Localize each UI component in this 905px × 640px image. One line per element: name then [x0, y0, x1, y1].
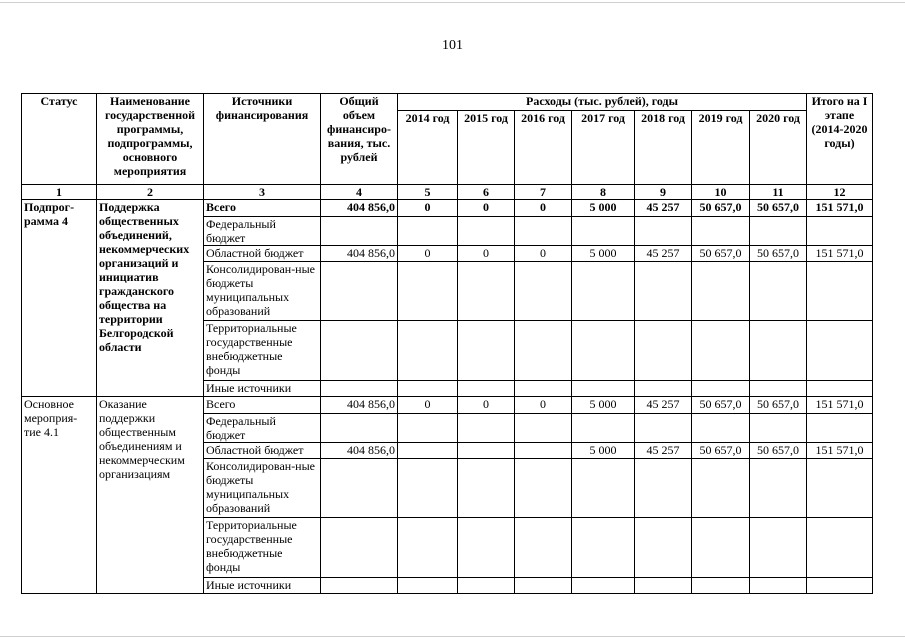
year-value-cell [515, 381, 572, 397]
year-value-cell [692, 321, 750, 381]
header-sources: Источники финансирования [204, 94, 321, 185]
year-value-cell: 5 000 [572, 397, 635, 414]
year-value-cell: 0 [458, 246, 515, 262]
header-expenses: Расходы (тыс. рублей), годы [398, 94, 807, 111]
year-value-cell [750, 518, 807, 578]
year-value-cell [750, 262, 807, 321]
year-value-cell [750, 459, 807, 518]
stage-total-cell [807, 321, 873, 381]
column-number: 11 [750, 185, 807, 200]
year-value-cell [635, 518, 692, 578]
funding-source-cell: Иные источники [204, 381, 321, 397]
year-value-cell [692, 459, 750, 518]
table-row [22, 397, 873, 414]
year-value-cell: 45 257 [635, 397, 692, 414]
column-number: 1 [22, 185, 97, 200]
year-value-cell [572, 414, 635, 443]
year-value-cell [750, 578, 807, 594]
year-value-cell [635, 381, 692, 397]
year-value-cell: 0 [398, 397, 458, 414]
year-value-cell: 0 [458, 397, 515, 414]
header-total-volume: Общий объем финансиро-вания, тыс. рублей [321, 94, 398, 185]
funding-source-cell: Областной бюджет [204, 443, 321, 459]
year-value-cell: 0 [515, 397, 572, 414]
year-value-cell [572, 518, 635, 578]
year-value-cell [692, 217, 750, 246]
year-value-cell: 50 657,0 [692, 443, 750, 459]
year-value-cell [398, 578, 458, 594]
header-year: 2018 год [635, 111, 692, 185]
year-value-cell [398, 443, 458, 459]
stage-total-cell: 151 571,0 [807, 397, 873, 414]
funding-source-cell: Иные источники [204, 578, 321, 594]
year-value-cell [458, 262, 515, 321]
stage-total-cell [807, 459, 873, 518]
funding-source-cell: Консолидирован-ные бюджеты муниципальных образований [204, 262, 321, 321]
funding-source-cell: Федеральный бюджет [204, 414, 321, 443]
year-value-cell [635, 321, 692, 381]
total-volume-cell: 404 856,0 [321, 443, 398, 459]
year-value-cell [572, 578, 635, 594]
total-volume-cell [321, 459, 398, 518]
page-number: 101 [442, 38, 463, 53]
total-volume-cell: 404 856,0 [321, 200, 398, 217]
column-number: 2 [97, 185, 204, 200]
year-value-cell: 45 257 [635, 200, 692, 217]
year-value-cell [398, 262, 458, 321]
year-value-cell [635, 217, 692, 246]
stage-total-cell: 151 571,0 [807, 200, 873, 217]
stage-total-cell [807, 518, 873, 578]
year-value-cell [635, 578, 692, 594]
year-value-cell [458, 381, 515, 397]
budget-table [21, 93, 873, 594]
year-value-cell [515, 459, 572, 518]
year-value-cell [750, 321, 807, 381]
funding-source-cell: Территориальные государственные внебюджетные фонды [204, 321, 321, 381]
year-value-cell [572, 381, 635, 397]
year-value-cell: 45 257 [635, 246, 692, 262]
year-value-cell [635, 262, 692, 321]
year-value-cell [458, 443, 515, 459]
year-value-cell: 0 [458, 200, 515, 217]
year-value-cell: 0 [398, 246, 458, 262]
column-number: 10 [692, 185, 750, 200]
year-value-cell [398, 459, 458, 518]
year-value-cell [750, 414, 807, 443]
total-volume-cell [321, 217, 398, 246]
year-value-cell: 5 000 [572, 200, 635, 217]
year-value-cell: 0 [515, 246, 572, 262]
header-year: 2017 год [572, 111, 635, 185]
funding-source-cell: Всего [204, 397, 321, 414]
header-name: Наименование государственной программы, подпрограммы, основного мероприятия [97, 94, 204, 185]
year-value-cell: 50 657,0 [750, 246, 807, 262]
year-value-cell [572, 321, 635, 381]
year-value-cell [750, 381, 807, 397]
status-cell: Подпрог-рамма 4 [22, 200, 97, 397]
year-value-cell: 50 657,0 [750, 200, 807, 217]
year-value-cell [515, 321, 572, 381]
header-year: 2016 год [515, 111, 572, 185]
year-value-cell [515, 217, 572, 246]
header-stage-total: Итого на I этапе (2014-2020 годы) [807, 94, 873, 185]
year-value-cell [398, 217, 458, 246]
funding-source-cell: Областной бюджет [204, 246, 321, 262]
funding-source-cell: Всего [204, 200, 321, 217]
year-value-cell [458, 459, 515, 518]
funding-source-cell: Консолидирован-ные бюджеты муниципальных образований [204, 459, 321, 518]
stage-total-cell [807, 414, 873, 443]
year-value-cell: 50 657,0 [750, 443, 807, 459]
year-value-cell [398, 518, 458, 578]
column-number-row [22, 185, 873, 200]
year-value-cell [692, 381, 750, 397]
total-volume-cell [321, 262, 398, 321]
header-status: Статус [22, 94, 97, 185]
year-value-cell [398, 381, 458, 397]
column-number: 5 [398, 185, 458, 200]
total-volume-cell [321, 414, 398, 443]
year-value-cell [692, 578, 750, 594]
year-value-cell [458, 518, 515, 578]
year-value-cell: 50 657,0 [692, 397, 750, 414]
stage-total-cell [807, 381, 873, 397]
header-year: 2020 год [750, 111, 807, 185]
year-value-cell [458, 321, 515, 381]
stage-total-cell [807, 217, 873, 246]
year-value-cell: 0 [398, 200, 458, 217]
funding-source-cell: Федеральный бюджет [204, 217, 321, 246]
year-value-cell [692, 518, 750, 578]
page-edge-line-top [0, 2, 905, 3]
year-value-cell [692, 414, 750, 443]
total-volume-cell: 404 856,0 [321, 246, 398, 262]
year-value-cell [398, 414, 458, 443]
year-value-cell [572, 217, 635, 246]
column-number: 9 [635, 185, 692, 200]
year-value-cell: 50 657,0 [750, 397, 807, 414]
year-value-cell [515, 414, 572, 443]
year-value-cell: 50 657,0 [692, 246, 750, 262]
column-number: 4 [321, 185, 398, 200]
column-number: 8 [572, 185, 635, 200]
year-value-cell [572, 459, 635, 518]
funding-source-cell: Территориальные государственные внебюджетные фонды [204, 518, 321, 578]
year-value-cell [515, 578, 572, 594]
total-volume-cell [321, 381, 398, 397]
year-value-cell: 50 657,0 [692, 200, 750, 217]
header-row-top [22, 94, 873, 111]
stage-total-cell [807, 578, 873, 594]
column-number: 3 [204, 185, 321, 200]
column-number: 12 [807, 185, 873, 200]
year-value-cell [458, 578, 515, 594]
year-value-cell [458, 414, 515, 443]
total-volume-cell: 404 856,0 [321, 397, 398, 414]
column-number: 7 [515, 185, 572, 200]
total-volume-cell [321, 321, 398, 381]
header-year: 2019 год [692, 111, 750, 185]
stage-total-cell [807, 262, 873, 321]
header-year: 2014 год [398, 111, 458, 185]
year-value-cell [750, 217, 807, 246]
total-volume-cell [321, 518, 398, 578]
status-cell: Основное мероприя-тие 4.1 [22, 397, 97, 594]
year-value-cell [515, 518, 572, 578]
year-value-cell [515, 262, 572, 321]
year-value-cell [398, 321, 458, 381]
year-value-cell [692, 262, 750, 321]
year-value-cell [635, 459, 692, 518]
year-value-cell: 5 000 [572, 246, 635, 262]
page-edge-line-bottom [0, 636, 905, 637]
year-value-cell: 5 000 [572, 443, 635, 459]
stage-total-cell: 151 571,0 [807, 246, 873, 262]
year-value-cell [635, 414, 692, 443]
year-value-cell [572, 262, 635, 321]
column-number: 6 [458, 185, 515, 200]
header-year: 2015 год [458, 111, 515, 185]
stage-total-cell: 151 571,0 [807, 443, 873, 459]
table-row [22, 200, 873, 217]
year-value-cell: 45 257 [635, 443, 692, 459]
year-value-cell [458, 217, 515, 246]
total-volume-cell [321, 578, 398, 594]
year-value-cell [515, 443, 572, 459]
program-name-cell: Оказание поддержки общественным объединениям и некоммерческим организациям [97, 397, 204, 594]
year-value-cell: 0 [515, 200, 572, 217]
program-name-cell: Поддержка общественных объединений, некоммерческих организаций и инициатив гражданского общества на территории Белгородской области [97, 200, 204, 397]
